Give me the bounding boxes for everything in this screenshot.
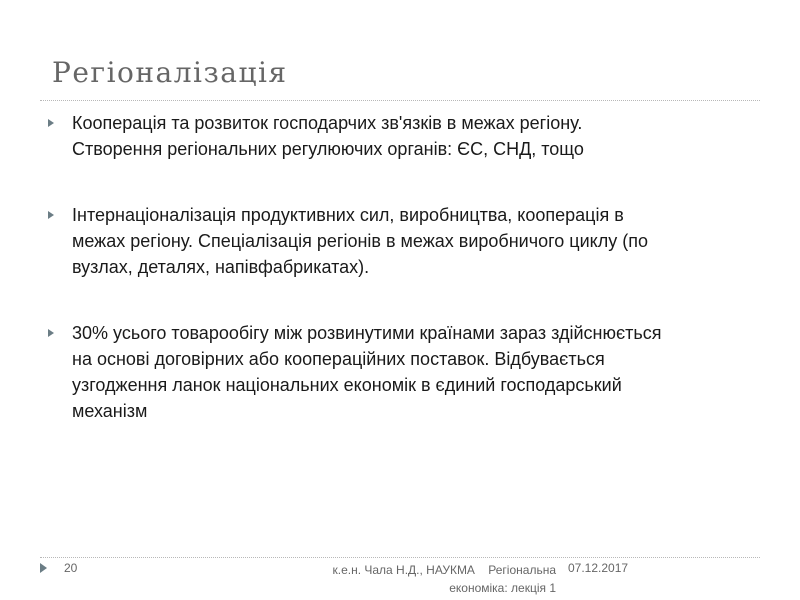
bullet-text — [72, 202, 760, 280]
bullet-line: узгодження ланок національних економік в єдиний господарський — [72, 375, 622, 395]
bullet-text — [72, 320, 760, 424]
bullet-text — [72, 110, 760, 162]
bullet-item — [48, 320, 760, 424]
slide-title: Регіоналізація — [52, 56, 288, 89]
bullet-line: межах регіону. Спеціалізація регіонів в межах виробничого циклу (по — [72, 231, 648, 251]
bullet-item — [48, 110, 760, 162]
bullet-line: 30% усього товарообігу між розвинутими країнами зараз здійснюється — [72, 323, 662, 343]
bullet-line: Створення регіональних регулюючих органів: ЄС, СНД, тощо — [72, 139, 584, 159]
bullet-line: механізм — [72, 401, 148, 421]
footer-author — [286, 561, 556, 597]
page-number: 20 — [64, 561, 78, 575]
title-divider — [40, 100, 760, 101]
bullet-line: на основі договірних або коопераційних поставок. Відбувається — [72, 349, 605, 369]
bullet-line: вузлах, деталях, напівфабрикатах). — [72, 257, 370, 277]
bullet-triangle-icon — [48, 119, 54, 127]
footer-triangle-icon — [40, 563, 47, 573]
bullet-item — [48, 202, 760, 280]
bullet-triangle-icon — [48, 211, 54, 219]
footer-author-line: к.е.н. Чала Н.Д., НАУКМА Регіональна — [332, 563, 556, 577]
bullet-line: Кооперація та розвиток господарчих зв'язків в межах регіону. — [72, 113, 583, 133]
footer-divider — [40, 557, 760, 558]
footer-author-line: економіка: лекція 1 — [449, 581, 556, 595]
bullet-triangle-icon — [48, 329, 54, 337]
slide-body — [48, 110, 760, 424]
bullet-line: Інтернаціоналізація продуктивних сил, виробництва, кооперація в — [72, 205, 624, 225]
footer-date: 07.12.2017 — [568, 561, 629, 575]
